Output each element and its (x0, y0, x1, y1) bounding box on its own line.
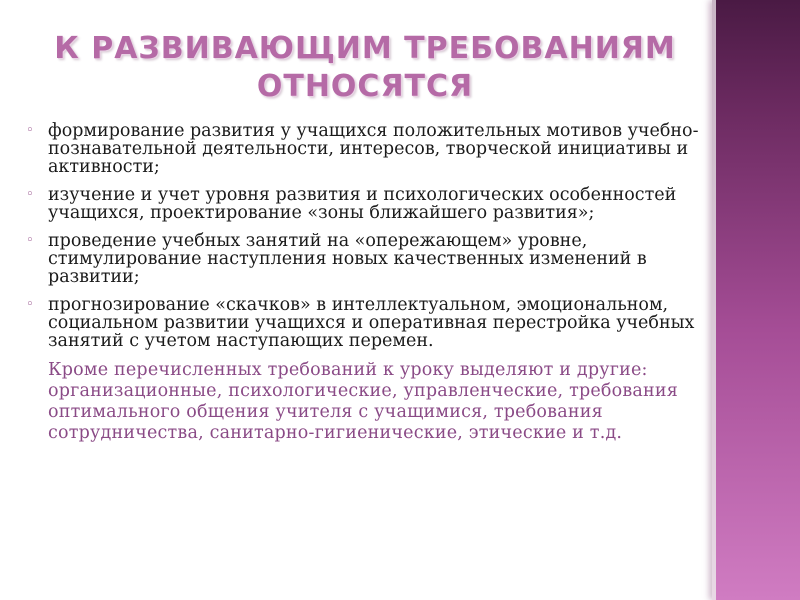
bullet-item-text: прогнозирование «скачков» в интеллектуальном, эмоциональном, социальном развитии учащихся и оперативная перестройка учебных занятий с учетом наступающих перемен. (48, 295, 695, 351)
closing-note: Кроме перечисленных требований к уроку выделяют и другие: организационные, психологические, управленческие, требования оптимального общения учителя с учащимися, требования сотрудничества, санитарно-гигиенические, этические и т.д. (48, 360, 679, 443)
bullet-item-3 (26, 232, 710, 286)
bullet-item-text: изучение и учет уровня развития и психологических особенностей учащихся, проектирование «зоны ближайшего развития»; (48, 185, 677, 223)
bullet-item-4 (26, 296, 710, 350)
bullet-item-text: формирование развития у учащихся положительных мотивов учебно-познавательной деятельности, интересов, творческой инициативы и активности; (48, 121, 699, 177)
title-line-2: ОТНОСЯТСЯ (256, 69, 474, 104)
decorative-side-band (712, 0, 800, 600)
bullet-item-2 (26, 186, 710, 222)
slide-body (26, 122, 710, 444)
bullet-item-text: проведение учебных занятий на «опережающем» уровне, стимулирование наступления новых качественных изменений в развитии; (48, 231, 647, 287)
title-line-1: К РАЗВИВАЮЩИМ ТРЕБОВАНИЯМ (54, 31, 676, 66)
bullet-circle-icon: ◦ (26, 123, 34, 138)
bullet-circle-icon: ◦ (26, 187, 34, 202)
bullet-circle-icon: ◦ (26, 297, 34, 312)
slide-title (20, 30, 710, 106)
bullet-circle-icon: ◦ (26, 233, 34, 248)
bullet-item-1 (26, 122, 710, 176)
